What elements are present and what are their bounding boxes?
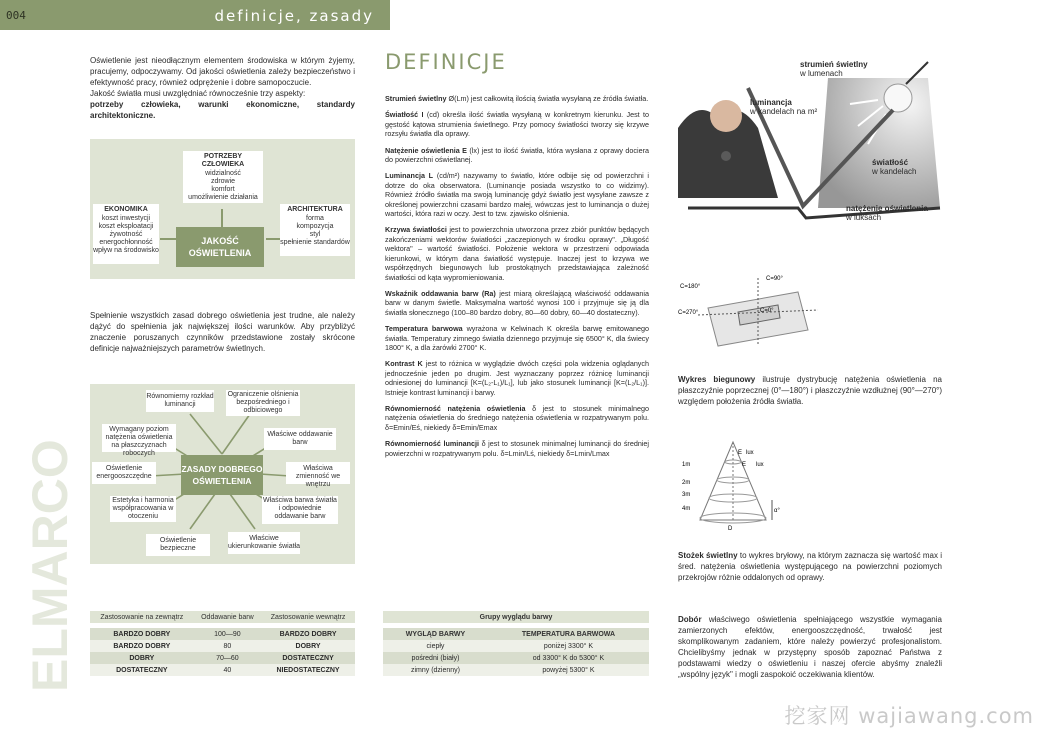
light-beam [818,78,940,208]
definition-term: Natężenie oświetlenia E [385,145,467,155]
rule-node: Wymagany poziom natężenia oświetlenia na płaszczyznach roboczych [102,424,176,452]
rule-node: Równomierny rozkład luminancji [146,390,214,412]
light-bulb-icon [884,84,912,112]
table-header: TEMPERATURA BARWOWA [521,630,616,638]
definition-item [385,146,649,165]
table-cell: DOSTATECZNY [116,666,168,674]
cone-label: 4m [682,506,691,512]
needs-item: komfort [211,186,235,193]
definition-item [385,404,649,432]
intro-p2: Jakość światła musi uwzględniać równocześnie trzy aspekty: [90,89,306,98]
table-title: Grupy wyglądu barwy [479,613,553,621]
table-cell: BARDZO DOBRY [279,630,337,638]
label-flux-unit: w lumenach [800,69,843,78]
table-row [90,640,355,652]
table-cell: NIEDOSTATECZNY [276,666,340,674]
table-row [90,664,355,676]
label-intensity [872,158,916,176]
table-header-row [90,611,355,623]
definition-item [385,359,649,397]
choice-description [678,614,942,680]
economics-item: energochłonność [99,239,153,246]
needs-item: widzialność [205,170,241,177]
cone-label: 1m [682,462,691,468]
lighting-illustration [678,58,940,228]
color-appearance-table [383,611,649,676]
definition-item [385,225,649,281]
definition-text: jest miarą określającą właściwość oddawania barw w danym świetle. Maksymalna wartość wynosi 100 i przyjmuje się ją dla światła słonecznego (100–80 bardzo dobry, 80—60 dobry, 60—40 dostateczny). [385,288,650,317]
table-row [90,652,355,664]
table-cell: DOBRY [295,642,321,650]
definitions-title: DEFINICJE [385,50,507,74]
label-illuminance [846,204,928,222]
cone-label: E [738,450,743,456]
cone-label: α° [774,508,780,514]
middle-text: Spełnienie wszystkich zasad dobrego oświetlenia jest trudne, ale należy dążyć do spełnienia jak największej ilości warunków. Aby przybliżyć znaczenie poruszanych czynników przedstawione zostały skrócone definicje najważniejszych parametrów świetlnych. [90,311,355,353]
polar-label: C=270° [678,310,699,316]
table-header-row [383,628,649,640]
intro-p1: Oświetlenie jest nieodłącznym elementem środowiska w którym żyjemy, pracujemy, odpoczywamy. Od jakości oświetlenia zależy bezpieczeństwo i efektywność pracy, również odprężenie i dobre samopoczucie. [90,56,355,87]
table-cell: 40 [223,666,232,674]
needs-title: POTRZEBY CZŁOWIEKA [201,153,245,168]
definition-item [385,110,649,138]
definition-text: Ø(Lm) jest całkowitą ilością światła wysyłaną ze źródła światła. [448,94,649,103]
table-row [383,664,649,676]
economics-item: koszt inwestycji [101,215,151,222]
definition-text: jest to różnica w wyglądzie dwóch części pola widzenia oglądanych jednocześnie jeden po drugim. Jest wyznaczany poprzez różnicę luminancji odniesionej do luminancji [K=(L₂-L₁)/L₁], lub jako stosunek luminancji [K=(L₂/L₁)]. Istnieje kontrast luminancji i barwy. [385,359,649,397]
economics-item: koszt eksploatacji [98,223,154,230]
choice-text: właściwego oświetlenia spełniającego wszystkie wymagania zamierzonych efektów, energooszczędność, trwałość jest skomplikowanym zadaniem, które należy powierzyć profesjonalistom. Chcielibyśmy jednak w przystępny sposób zapoznać Państwa z podstawami wiedzy o oświetleniu i naszej ofercie abyśmy znaleźli „wspólny język" i mogli zaspokoić oczekiwania klientów. [678,615,942,679]
architecture-box [280,204,350,256]
polar-label: C=180° [680,284,701,290]
definition-item [385,171,649,218]
quality-center-line2: OŚWIETLENIA [188,248,252,258]
economics-box [93,204,159,264]
definition-term: Kontrast K [385,359,423,369]
label-flux-title: strumień świetlny [800,60,868,69]
rules-center-line1: ZASADY DOBREGO [181,464,263,474]
table-cell: DOBRY [129,654,155,662]
definition-term: Luminancja L [385,171,434,181]
brand-logo [22,398,78,692]
definition-text: (cd) określa ilość światła wysyłaną w konkretnym kierunku. Jest to gęstość kątowa strumienia świetlnego. Przy pomocy światłości tworzy się krzywe rozsyłu światła dla oprawy. [385,110,650,139]
table-header: Zastosowanie na zewnątrz [100,613,184,621]
label-luminance [750,98,817,116]
table-cell: BARDZO DOBRY [113,630,171,638]
label-lum-title: luminancja [750,98,792,107]
table-cell: ciepły [426,642,445,650]
watermark: 挖家网 wajiawang.com [784,704,1034,728]
page-header [0,0,390,30]
table-row [383,640,649,652]
page-number: 004 [6,9,26,22]
label-ill-unit: w luksach [846,213,882,222]
needs-box [183,151,263,203]
rule-node: Oświetlenie energooszczędne [92,462,156,484]
rule-node: Właściwe ukierunkowanie światła [228,532,300,554]
architecture-item: forma [306,215,324,222]
definition-text: (cd/m²) nazywamy to światło, które odbije się od powierzchni i dotrze do oka obserwatora. (Luminancje posiada wszystko to co widzimy). Również źródło światła ma swoją luminancję gdyż światło jest wysyłane zawsze z określonej powierzchni czasami bardzo małej, wówczas jest to luminancja o dużej wartości, która razi w oczy. Jest to tzw. zjawisko olśnienia. [385,171,650,219]
rule-node: Właściwe oddawanie barw [264,428,336,450]
needs-item: umożliwienie działania [188,194,258,201]
economics-item: wpływ na środowisko [93,247,159,254]
cone-label: 3m [682,492,691,498]
table-row [90,628,355,640]
polar-term: Wykres biegunowy [678,375,756,384]
brand-text: ELMARCO [22,439,78,692]
architecture-item: kompozycja [296,223,334,230]
quality-center-box [176,227,264,267]
table-cell: poniżej 3300° K [543,642,594,650]
table-cell: 100—90 [214,630,241,638]
rule-node: Ograniczenie olśnienia bezpośredniego i odbiciowego [227,391,299,414]
definition-term: Równomierność luminancji [385,439,480,449]
definition-text: jest to powierzchnia utworzona przez zbiór punktów będących zakończeniami wektorów światłości „zaczepionych w środku oprawy". „Długość wektora" – wartość światłości. Położenie wektora w przestrzeni odpowiada kierunkowi, w którym dana światłość występuje. Inaczej jest to krzywa we współrzędnych biegunowych lub prostokątnych przedstawiająca zależność światłości od kąta wypromieniowania. [385,225,649,282]
polar-diagram [678,270,828,350]
table-cell: DOSTATECZNY [282,654,334,662]
table-cell: zimny (dzienny) [410,666,460,674]
cone-term: Stożek świetlny [678,551,738,560]
definition-term: Światłość I [385,110,424,120]
polar-description [678,374,942,407]
polar-label: C=90° [766,276,783,282]
color-rendering-table [90,611,355,676]
intro-text [90,55,355,121]
polar-text: ilustruje dystrybucję natężenia oświetlenia na płaszczyźnie poprzecznej (0°—180°) i płaszczyźnie wzdłużnej (90°—270°) względem położenia źródła światła. [678,375,942,406]
table-cell: 70—60 [216,654,239,662]
architecture-item: styl [309,231,321,238]
label-flux [800,60,868,78]
definitions-list [385,94,649,465]
person-face [710,100,742,132]
label-int-title: światłość [872,158,909,167]
definition-item [385,94,649,103]
architecture-item: spełnienie standardów [280,239,350,246]
table-cell: powyżej 5300° K [542,666,595,674]
definition-term: Strumień świetlny [385,94,447,103]
definition-item [385,324,649,352]
table-header: WYGLĄD BARWY [405,630,466,638]
rule-node: Właściwa zmienność we wnętrzu [286,462,350,484]
definition-term: Krzywa światłości [385,225,447,235]
architecture-title: ARCHITEKTURA [287,206,343,213]
polar-label: C=0° [760,308,774,314]
quality-center-line1: JAKOŚĆ [201,236,239,246]
table-cell: od 3300° K do 5300° K [532,654,605,662]
label-int-unit: w kandelach [872,167,917,176]
table-title-row [383,611,649,623]
definition-term: Temperatura barwowa [385,324,463,334]
label-lum-unit: w kandelach na m² [750,107,818,116]
rule-node: Estetyka i harmonia współpracowania w otoczeniu [110,496,176,522]
economics-title: EKONOMIKA [104,206,148,213]
cone-label: 2m [682,480,691,486]
table-header: Zastosowanie wewnątrz [270,613,346,621]
definition-term: Wskaźnik oddawania barw (Ra) [385,288,496,298]
economics-item: żywotność [109,231,143,238]
table-header: Oddawanie barw [201,613,254,621]
definition-term: Równomierność natężenia oświetlenia [385,403,526,413]
cone-text: to wykres bryłowy, na którym zaznacza się wartość max i śred. natężenia oświetlenia występującego na powierzchni poziomych przekrojów różnie oddalonych od oprawy. [678,551,943,582]
cone-label: E [742,462,747,468]
cone-label: lux [746,450,754,456]
definition-item [385,289,649,317]
rule-node: Właściwa barwa światła i odpowiednie oddawanie barw [262,496,338,524]
table-cell: pośredni (biały) [411,654,460,662]
definition-text: δ jest to stosunek minimalnej luminancji do średniej powierzchni w rozpatrywanym polu. δ=Lmin/Lś, niekiedy δ=Lmin/Lmax [385,439,650,458]
definition-text: δ jest to stosunek minimalnego natężenia oświetlenia do średniego natężenia oświetlenia w rozpatrywanym polu. δ=Emin/Eś, niekiedy δ=Emin/Emax [385,403,650,432]
cone-label: lux [756,462,764,468]
cone-description [678,550,942,583]
cone-diagram [678,440,788,532]
rules-center-box [181,455,263,495]
choice-term: Dobór [678,615,702,624]
table-cell: 80 [223,642,232,650]
label-ill-title: natężenie oświetlenia [846,204,928,213]
table-row [383,652,649,664]
section-title: definicje, zasady [214,7,374,25]
rule-node: Oświetlenie bezpieczne [146,534,210,556]
needs-item: zdrowie [210,178,236,185]
cone-label: D [728,526,733,532]
table-cell: BARDZO DOBRY [113,642,171,650]
intro-p3: potrzeby człowieka, warunki ekonomiczne, standardy architektoniczne. [90,100,355,120]
definition-item [385,439,649,458]
definition-text: (lx) jest to ilość światła, która wysłana z oprawy dociera do powierzchni oświetlanej. [385,145,650,165]
definition-text: wyrażona w Kelwinach K określa barwę emitowanego światła. Temperatury zimnego światła dziennego przyjmuje się 6500° K, dla świecy 1800° K, a dla żarówki 2700° K. [385,324,649,352]
rules-center-line2: OŚWIETLENIA [192,476,252,486]
